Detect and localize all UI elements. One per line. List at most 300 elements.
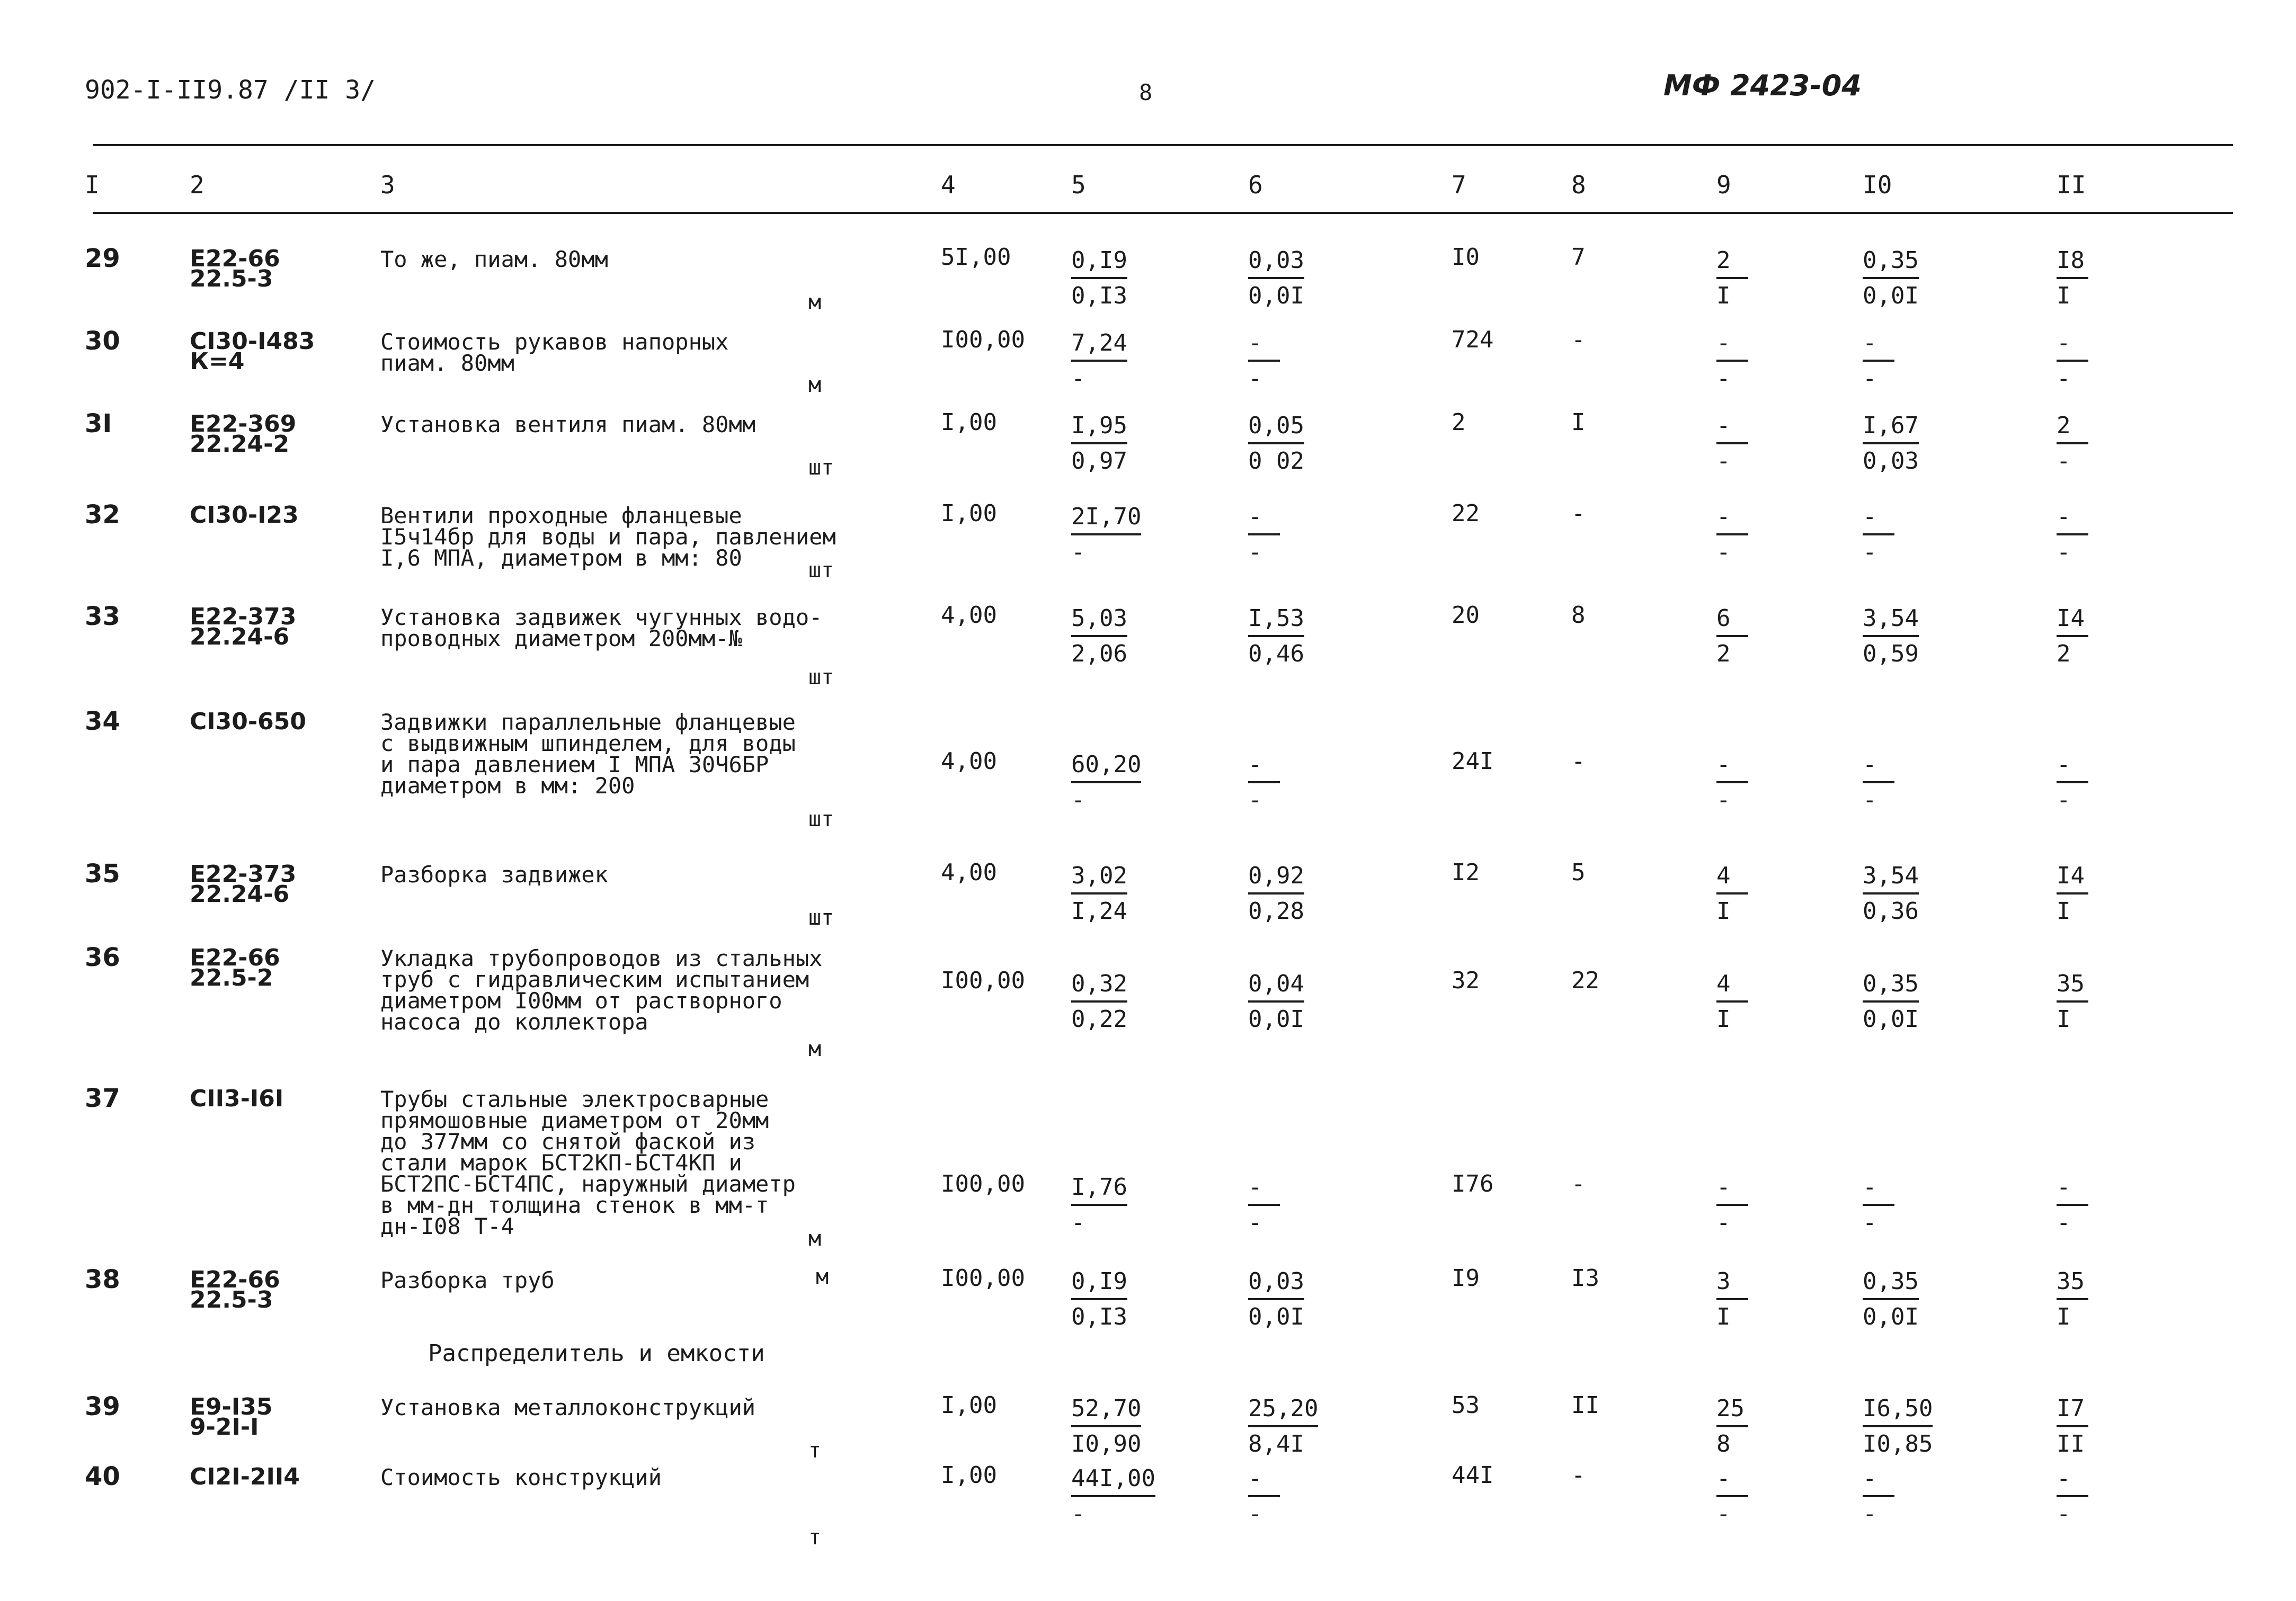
- norm-code: [190, 1085, 284, 1112]
- total-cost: 2: [1452, 409, 1466, 436]
- fraction-numerator: 3,54: [1863, 862, 1919, 895]
- work-description: Стоимость конструкций: [380, 1464, 662, 1490]
- column-header: II: [2057, 171, 2086, 199]
- work-description: Вентили проходные фланцевые I5ч14бр для воды и пара, павлением I,6 МПА, диаметром в мм: 80: [380, 503, 836, 571]
- column-header: 9: [1716, 171, 1731, 199]
- quantity: I00,00: [941, 1265, 1025, 1292]
- fraction-c11: [2057, 602, 2088, 671]
- quantity: I,00: [941, 500, 997, 527]
- fraction-denominator: -: [2057, 786, 2071, 813]
- total-cost: 22: [1452, 500, 1480, 527]
- norm-code-line: 22.5-3: [190, 1286, 273, 1313]
- total-cost: I9: [1452, 1265, 1480, 1292]
- fraction-c5: [1071, 1392, 1141, 1461]
- wages: -: [1571, 748, 1586, 775]
- column-header: I0: [1863, 171, 1892, 199]
- fraction-denominator: 0,0I: [1248, 282, 1304, 309]
- fraction-numerator: -: [2057, 1464, 2088, 1497]
- fraction-c10: [1863, 1462, 1894, 1531]
- total-cost: 724: [1452, 326, 1494, 353]
- fraction-numerator: I7: [2057, 1394, 2088, 1427]
- wages: -: [1571, 1462, 1586, 1489]
- fraction-denominator: I0,85: [1863, 1430, 1933, 1457]
- norm-code-line: CI30-I23: [190, 502, 299, 529]
- fraction-numerator: 3,02: [1071, 862, 1127, 895]
- fraction-c5: [1071, 602, 1127, 671]
- total-cost: 32: [1452, 967, 1480, 994]
- fraction-denominator: 0,28: [1248, 898, 1304, 925]
- row-number: 40: [85, 1462, 120, 1491]
- fraction-c9: [1716, 1392, 1748, 1461]
- fraction-c5: [1071, 1170, 1127, 1240]
- norm-code-line: К=4: [190, 348, 245, 375]
- unit-of-measure: т: [808, 1525, 822, 1550]
- fraction-c10: [1863, 500, 1894, 569]
- total-cost: I2: [1452, 859, 1480, 886]
- quantity: 4,00: [941, 602, 997, 629]
- total-cost: I76: [1452, 1170, 1494, 1197]
- fraction-numerator: 0,35: [1863, 1267, 1919, 1300]
- quantity: 4,00: [941, 748, 997, 775]
- fraction-numerator: -: [1863, 1464, 1894, 1497]
- fraction-denominator: I: [2057, 282, 2071, 309]
- fraction-c6: [1248, 859, 1304, 928]
- wages: -: [1571, 1170, 1586, 1197]
- fraction-denominator: 0,22: [1071, 1006, 1127, 1033]
- fraction-denominator: -: [1863, 365, 1877, 392]
- fraction-numerator: 52,70: [1071, 1394, 1141, 1427]
- total-cost: I0: [1452, 244, 1480, 271]
- fraction-denominator: I: [2057, 1303, 2071, 1330]
- fraction-numerator: 2: [2057, 412, 2088, 444]
- fraction-c11: [2057, 748, 2088, 817]
- fraction-denominator: 8: [1716, 1430, 1731, 1457]
- fraction-c5: [1071, 244, 1127, 313]
- fraction-c6: [1248, 409, 1304, 478]
- norm-code: [190, 708, 306, 735]
- wages: I: [1571, 409, 1586, 436]
- row-number: 33: [85, 602, 120, 631]
- wages: I3: [1571, 1265, 1599, 1292]
- fraction-c5: [1071, 748, 1141, 817]
- unit-of-measure: шт: [808, 807, 834, 831]
- work-description: Установка задвижек чугунных водо- проводных диаметром 200мм-№: [380, 604, 823, 651]
- fraction-denominator: -: [1248, 1209, 1262, 1236]
- quantity: I00,00: [941, 326, 1025, 353]
- fraction-numerator: 0,35: [1863, 246, 1919, 279]
- wages: 5: [1571, 859, 1586, 886]
- fraction-c6: [1248, 500, 1280, 569]
- fraction-denominator: 0,I3: [1071, 282, 1127, 309]
- unit-of-measure: шт: [808, 455, 834, 480]
- fraction-denominator: -: [2057, 365, 2071, 392]
- fraction-denominator: 8,4I: [1248, 1430, 1304, 1457]
- fraction-numerator: -: [1863, 1173, 1894, 1206]
- fraction-c6: [1248, 602, 1304, 671]
- fraction-c11: [2057, 326, 2088, 396]
- fraction-c10: [1863, 1265, 1919, 1334]
- fraction-numerator: -: [1863, 329, 1894, 362]
- norm-code-line: CI30-I483: [190, 328, 315, 355]
- fraction-c5: [1071, 500, 1141, 569]
- fraction-numerator: -: [1716, 750, 1748, 783]
- norm-code-line: E22-369: [190, 410, 297, 437]
- row-number: 39: [85, 1392, 120, 1421]
- work-description: То же, пиам. 80мм: [380, 246, 608, 272]
- unit-of-measure: м: [816, 1265, 829, 1289]
- fraction-numerator: -: [2057, 1173, 2088, 1206]
- fraction-denominator: I: [2057, 898, 2071, 925]
- fraction-denominator: 2,06: [1071, 640, 1127, 667]
- column-header: 3: [380, 171, 395, 199]
- fraction-numerator: 2I,70: [1071, 503, 1141, 535]
- fraction-numerator: -: [1716, 412, 1748, 444]
- fraction-c11: [2057, 1392, 2088, 1461]
- column-header: I: [85, 171, 100, 199]
- fraction-numerator: 0,I9: [1071, 1267, 1127, 1300]
- unit-of-measure: м: [808, 1037, 822, 1061]
- fraction-numerator: 0,I9: [1071, 246, 1127, 279]
- fraction-c10: [1863, 244, 1919, 313]
- fraction-numerator: 0,03: [1248, 1267, 1304, 1300]
- quantity: 5I,00: [941, 244, 1011, 271]
- fraction-c10: [1863, 409, 1919, 478]
- fraction-c10: [1863, 1392, 1933, 1461]
- fraction-denominator: I,24: [1071, 898, 1127, 925]
- fraction-numerator: I,95: [1071, 412, 1127, 444]
- fraction-c6: [1248, 326, 1280, 396]
- work-description: Трубы стальные электросварные прямошовные диаметром от 20мм до 377мм со снятой фаской из стали марок БСТ2КП-БСТ4КП и БСТ2ПС-БСТ4ПС, наружный диаметр в мм-дн толщина стенок в мм-т дн-I08 Т-4: [380, 1086, 796, 1239]
- norm-code-line: CI30-650: [190, 708, 306, 735]
- fraction-denominator: 0,59: [1863, 640, 1919, 667]
- unit-of-measure: шт: [808, 906, 834, 930]
- quantity: I00,00: [941, 967, 1025, 994]
- fraction-denominator: 2: [2057, 640, 2071, 667]
- quantity: I00,00: [941, 1170, 1025, 1197]
- fraction-numerator: 0,32: [1071, 970, 1127, 1003]
- fraction-denominator: 0,0I: [1863, 282, 1919, 309]
- norm-code-line: E22-373: [190, 861, 297, 888]
- unit-of-measure: шт: [808, 665, 834, 690]
- fraction-denominator: -: [1716, 1209, 1731, 1236]
- section-title: Распределитель и емкости: [428, 1340, 765, 1367]
- norm-code-line: 22.5-2: [190, 964, 273, 991]
- fraction-denominator: -: [1716, 786, 1731, 813]
- row-number: 38: [85, 1265, 120, 1294]
- fraction-numerator: 3: [1716, 1267, 1748, 1300]
- fraction-numerator: I,53: [1248, 604, 1304, 637]
- fraction-c9: [1716, 244, 1748, 313]
- row-number: 32: [85, 500, 120, 530]
- fraction-c11: [2057, 500, 2088, 569]
- fraction-c5: [1071, 1265, 1127, 1334]
- fraction-numerator: 6: [1716, 604, 1748, 637]
- fraction-numerator: -: [1716, 329, 1748, 362]
- fraction-numerator: -: [1248, 329, 1280, 362]
- fraction-denominator: 0,97: [1071, 448, 1127, 475]
- row-number: 35: [85, 859, 120, 889]
- fraction-denominator: -: [1863, 539, 1877, 566]
- fraction-numerator: I,67: [1863, 412, 1919, 444]
- fraction-numerator: -: [1716, 1464, 1748, 1497]
- norm-code-line: CI2I-2II4: [190, 1463, 300, 1490]
- work-description: Задвижки параллельные фланцевые с выдвижным шпинделем, для воды и пара давлением I МПА 30Ч6БР диаметром в мм: 200: [380, 709, 796, 799]
- fraction-numerator: -: [1863, 503, 1894, 535]
- fraction-c9: [1716, 326, 1748, 396]
- fraction-denominator: 2: [1716, 640, 1731, 667]
- fraction-numerator: 7,24: [1071, 329, 1127, 362]
- fraction-numerator: 2: [1716, 246, 1748, 279]
- fraction-denominator: -: [1716, 365, 1731, 392]
- fraction-denominator: I: [1716, 282, 1731, 309]
- fraction-c5: [1071, 1462, 1155, 1531]
- fraction-numerator: 25: [1716, 1394, 1748, 1427]
- fraction-c6: [1248, 967, 1304, 1036]
- fraction-denominator: -: [2057, 1209, 2071, 1236]
- fraction-c6: [1248, 1170, 1280, 1240]
- fraction-numerator: 60,20: [1071, 750, 1141, 783]
- fraction-c5: [1071, 967, 1127, 1036]
- fraction-numerator: 3,54: [1863, 604, 1919, 637]
- wages: 22: [1571, 967, 1599, 994]
- fraction-denominator: 0,I3: [1071, 1303, 1127, 1330]
- fraction-c5: [1071, 326, 1127, 396]
- fraction-denominator: -: [1071, 365, 1085, 392]
- fraction-denominator: 0,0I: [1863, 1006, 1919, 1033]
- fraction-denominator: -: [1716, 448, 1731, 475]
- norm-code: [190, 861, 297, 908]
- fraction-denominator: 0,0I: [1248, 1303, 1304, 1330]
- norm-code-line: 22.24-6: [190, 881, 290, 908]
- fraction-c9: [1716, 409, 1748, 478]
- wages: 7: [1571, 244, 1586, 271]
- column-header: 5: [1071, 171, 1086, 199]
- fraction-denominator: II: [2057, 1430, 2085, 1457]
- fraction-denominator: -: [1863, 786, 1877, 813]
- wages: 8: [1571, 602, 1586, 629]
- fraction-c9: [1716, 500, 1748, 569]
- wages: -: [1571, 326, 1586, 353]
- fraction-numerator: 35: [2057, 1267, 2088, 1300]
- norm-code: [190, 502, 299, 529]
- unit-of-measure: м: [808, 290, 822, 315]
- quantity: I,00: [941, 409, 997, 436]
- norm-code: [190, 1393, 273, 1441]
- fraction-c11: [2057, 967, 2088, 1036]
- fraction-denominator: 0,0I: [1248, 1006, 1304, 1033]
- fraction-c9: [1716, 748, 1748, 817]
- norm-code: [190, 245, 280, 292]
- fraction-denominator: I: [2057, 1006, 2071, 1033]
- fraction-denominator: -: [1716, 539, 1731, 566]
- fraction-c9: [1716, 859, 1748, 928]
- row-number: 29: [85, 244, 120, 273]
- header-rule: [93, 212, 2233, 214]
- fraction-numerator: I,76: [1071, 1173, 1127, 1206]
- fraction-denominator: 0,0I: [1863, 1303, 1919, 1330]
- fraction-denominator: I0,90: [1071, 1430, 1142, 1457]
- fraction-c10: [1863, 1170, 1894, 1240]
- document-code: 902-I-II9.87 /II 3/: [85, 75, 376, 105]
- column-header: 2: [190, 171, 204, 199]
- fraction-denominator: I: [1716, 898, 1731, 925]
- page-number: 8: [1139, 79, 1153, 105]
- fraction-c11: [2057, 409, 2088, 478]
- fraction-denominator: -: [1248, 365, 1262, 392]
- wages: II: [1571, 1392, 1599, 1419]
- fraction-numerator: I4: [2057, 862, 2088, 895]
- fraction-numerator: -: [2057, 750, 2088, 783]
- fraction-denominator: -: [1863, 1209, 1877, 1236]
- fraction-c10: [1863, 602, 1919, 671]
- fraction-c9: [1716, 1170, 1748, 1240]
- fraction-c5: [1071, 409, 1127, 478]
- work-description: Установка вентиля пиам. 80мм: [380, 412, 756, 437]
- norm-code: [190, 410, 297, 458]
- work-description: Разборка задвижек: [380, 862, 608, 888]
- column-header: 7: [1452, 171, 1466, 199]
- work-description: Установка металлоконструкций: [380, 1394, 756, 1420]
- fraction-numerator: 0,92: [1248, 862, 1304, 895]
- unit-of-measure: м: [808, 373, 822, 397]
- fraction-c9: [1716, 1462, 1748, 1531]
- fraction-c10: [1863, 748, 1894, 817]
- fraction-c6: [1248, 1265, 1304, 1334]
- fraction-c6: [1248, 1392, 1318, 1461]
- fraction-numerator: -: [1248, 503, 1280, 535]
- fraction-numerator: -: [1248, 750, 1280, 783]
- total-cost: 44I: [1452, 1462, 1494, 1489]
- fraction-denominator: 0,36: [1863, 898, 1919, 925]
- fraction-numerator: 4: [1716, 970, 1748, 1003]
- norm-code-line: E9-I35: [190, 1393, 273, 1420]
- fraction-denominator: 0 02: [1248, 448, 1304, 475]
- fraction-denominator: I: [1716, 1303, 1731, 1330]
- norm-code: [190, 1266, 280, 1313]
- fraction-denominator: 0,46: [1248, 640, 1304, 667]
- norm-code: [190, 1463, 300, 1490]
- fraction-numerator: -: [2057, 503, 2088, 535]
- quantity: I,00: [941, 1462, 997, 1489]
- wages: -: [1571, 500, 1586, 527]
- norm-code-line: 22.24-6: [190, 623, 290, 650]
- norm-code-line: 22.5-3: [190, 265, 273, 292]
- norm-code: [190, 944, 280, 991]
- norm-code-line: 9-2I-I: [190, 1414, 259, 1441]
- fraction-numerator: 0,05: [1248, 412, 1304, 444]
- fraction-numerator: -: [2057, 329, 2088, 362]
- fraction-denominator: -: [2057, 1500, 2071, 1527]
- fraction-numerator: I6,50: [1863, 1394, 1933, 1427]
- norm-code-line: 22.24-2: [190, 431, 290, 458]
- fraction-numerator: -: [1248, 1173, 1280, 1206]
- norm-code: [190, 328, 315, 375]
- fraction-c10: [1863, 859, 1919, 928]
- unit-of-measure: м: [808, 1227, 822, 1251]
- fraction-numerator: -: [1863, 750, 1894, 783]
- fraction-c11: [2057, 1462, 2088, 1531]
- handwritten-mark: МФ 2423-04: [1663, 69, 1862, 102]
- fraction-c6: [1248, 244, 1304, 313]
- fraction-numerator: 5,03: [1071, 604, 1127, 637]
- fraction-numerator: -: [1716, 1173, 1748, 1206]
- fraction-c6: [1248, 748, 1280, 817]
- norm-code-line: CII3-I6I: [190, 1085, 284, 1112]
- fraction-numerator: -: [1248, 1464, 1280, 1497]
- top-rule: [93, 144, 2233, 146]
- fraction-numerator: 25,20: [1248, 1394, 1318, 1427]
- fraction-denominator: -: [1071, 1500, 1085, 1527]
- norm-code: [190, 603, 297, 650]
- total-cost: 53: [1452, 1392, 1480, 1419]
- fraction-numerator: 44I,00: [1071, 1464, 1155, 1497]
- work-description: Укладка трубопроводов из стальных труб с гидравлическим испытанием диаметром I00мм от растворного насоса до коллектора: [380, 945, 823, 1035]
- quantity: I,00: [941, 1392, 997, 1419]
- fraction-denominator: -: [1071, 539, 1085, 566]
- norm-code-line: E22-66: [190, 944, 280, 971]
- work-description: Разборка труб: [380, 1267, 555, 1293]
- fraction-denominator: -: [2057, 448, 2071, 475]
- norm-code-line: E22-373: [190, 603, 297, 630]
- fraction-c9: [1716, 602, 1748, 671]
- column-header: 4: [941, 171, 956, 199]
- norm-code-line: E22-66: [190, 245, 280, 272]
- fraction-denominator: 0,03: [1863, 448, 1919, 475]
- total-cost: 24I: [1452, 748, 1494, 775]
- work-description: Стоимость рукавов напорных пиам. 80мм: [380, 329, 729, 376]
- fraction-denominator: -: [1248, 539, 1262, 566]
- fraction-denominator: -: [1716, 1500, 1731, 1527]
- row-number: 34: [85, 706, 120, 736]
- row-number: 3I: [85, 409, 112, 439]
- fraction-numerator: 0,35: [1863, 970, 1919, 1003]
- fraction-c10: [1863, 326, 1894, 396]
- quantity: 4,00: [941, 859, 997, 886]
- unit-of-measure: шт: [808, 558, 834, 583]
- fraction-numerator: I4: [2057, 604, 2088, 637]
- fraction-numerator: 4: [1716, 862, 1748, 895]
- fraction-denominator: -: [1248, 786, 1262, 813]
- fraction-numerator: -: [1716, 503, 1748, 535]
- fraction-c9: [1716, 967, 1748, 1036]
- fraction-numerator: 0,03: [1248, 246, 1304, 279]
- fraction-denominator: I: [1716, 1006, 1731, 1033]
- fraction-c11: [2057, 1265, 2088, 1334]
- total-cost: 20: [1452, 602, 1480, 629]
- fraction-numerator: 0,04: [1248, 970, 1304, 1003]
- fraction-c10: [1863, 967, 1919, 1036]
- unit-of-measure: т: [808, 1438, 822, 1463]
- fraction-numerator: I8: [2057, 246, 2088, 279]
- fraction-c11: [2057, 244, 2088, 313]
- row-number: 37: [85, 1084, 120, 1113]
- fraction-denominator: -: [1248, 1500, 1262, 1527]
- fraction-c11: [2057, 859, 2088, 928]
- row-number: 36: [85, 943, 120, 972]
- row-number: 30: [85, 326, 120, 356]
- norm-code-line: E22-66: [190, 1266, 280, 1293]
- column-header: 8: [1571, 171, 1586, 199]
- fraction-c9: [1716, 1265, 1748, 1334]
- fraction-denominator: -: [1071, 786, 1085, 813]
- fraction-c6: [1248, 1462, 1280, 1531]
- fraction-c5: [1071, 859, 1127, 928]
- fraction-c11: [2057, 1170, 2088, 1240]
- fraction-numerator: 35: [2057, 970, 2088, 1003]
- fraction-denominator: -: [1863, 1500, 1877, 1527]
- fraction-denominator: -: [2057, 539, 2071, 566]
- fraction-denominator: -: [1071, 1209, 1085, 1236]
